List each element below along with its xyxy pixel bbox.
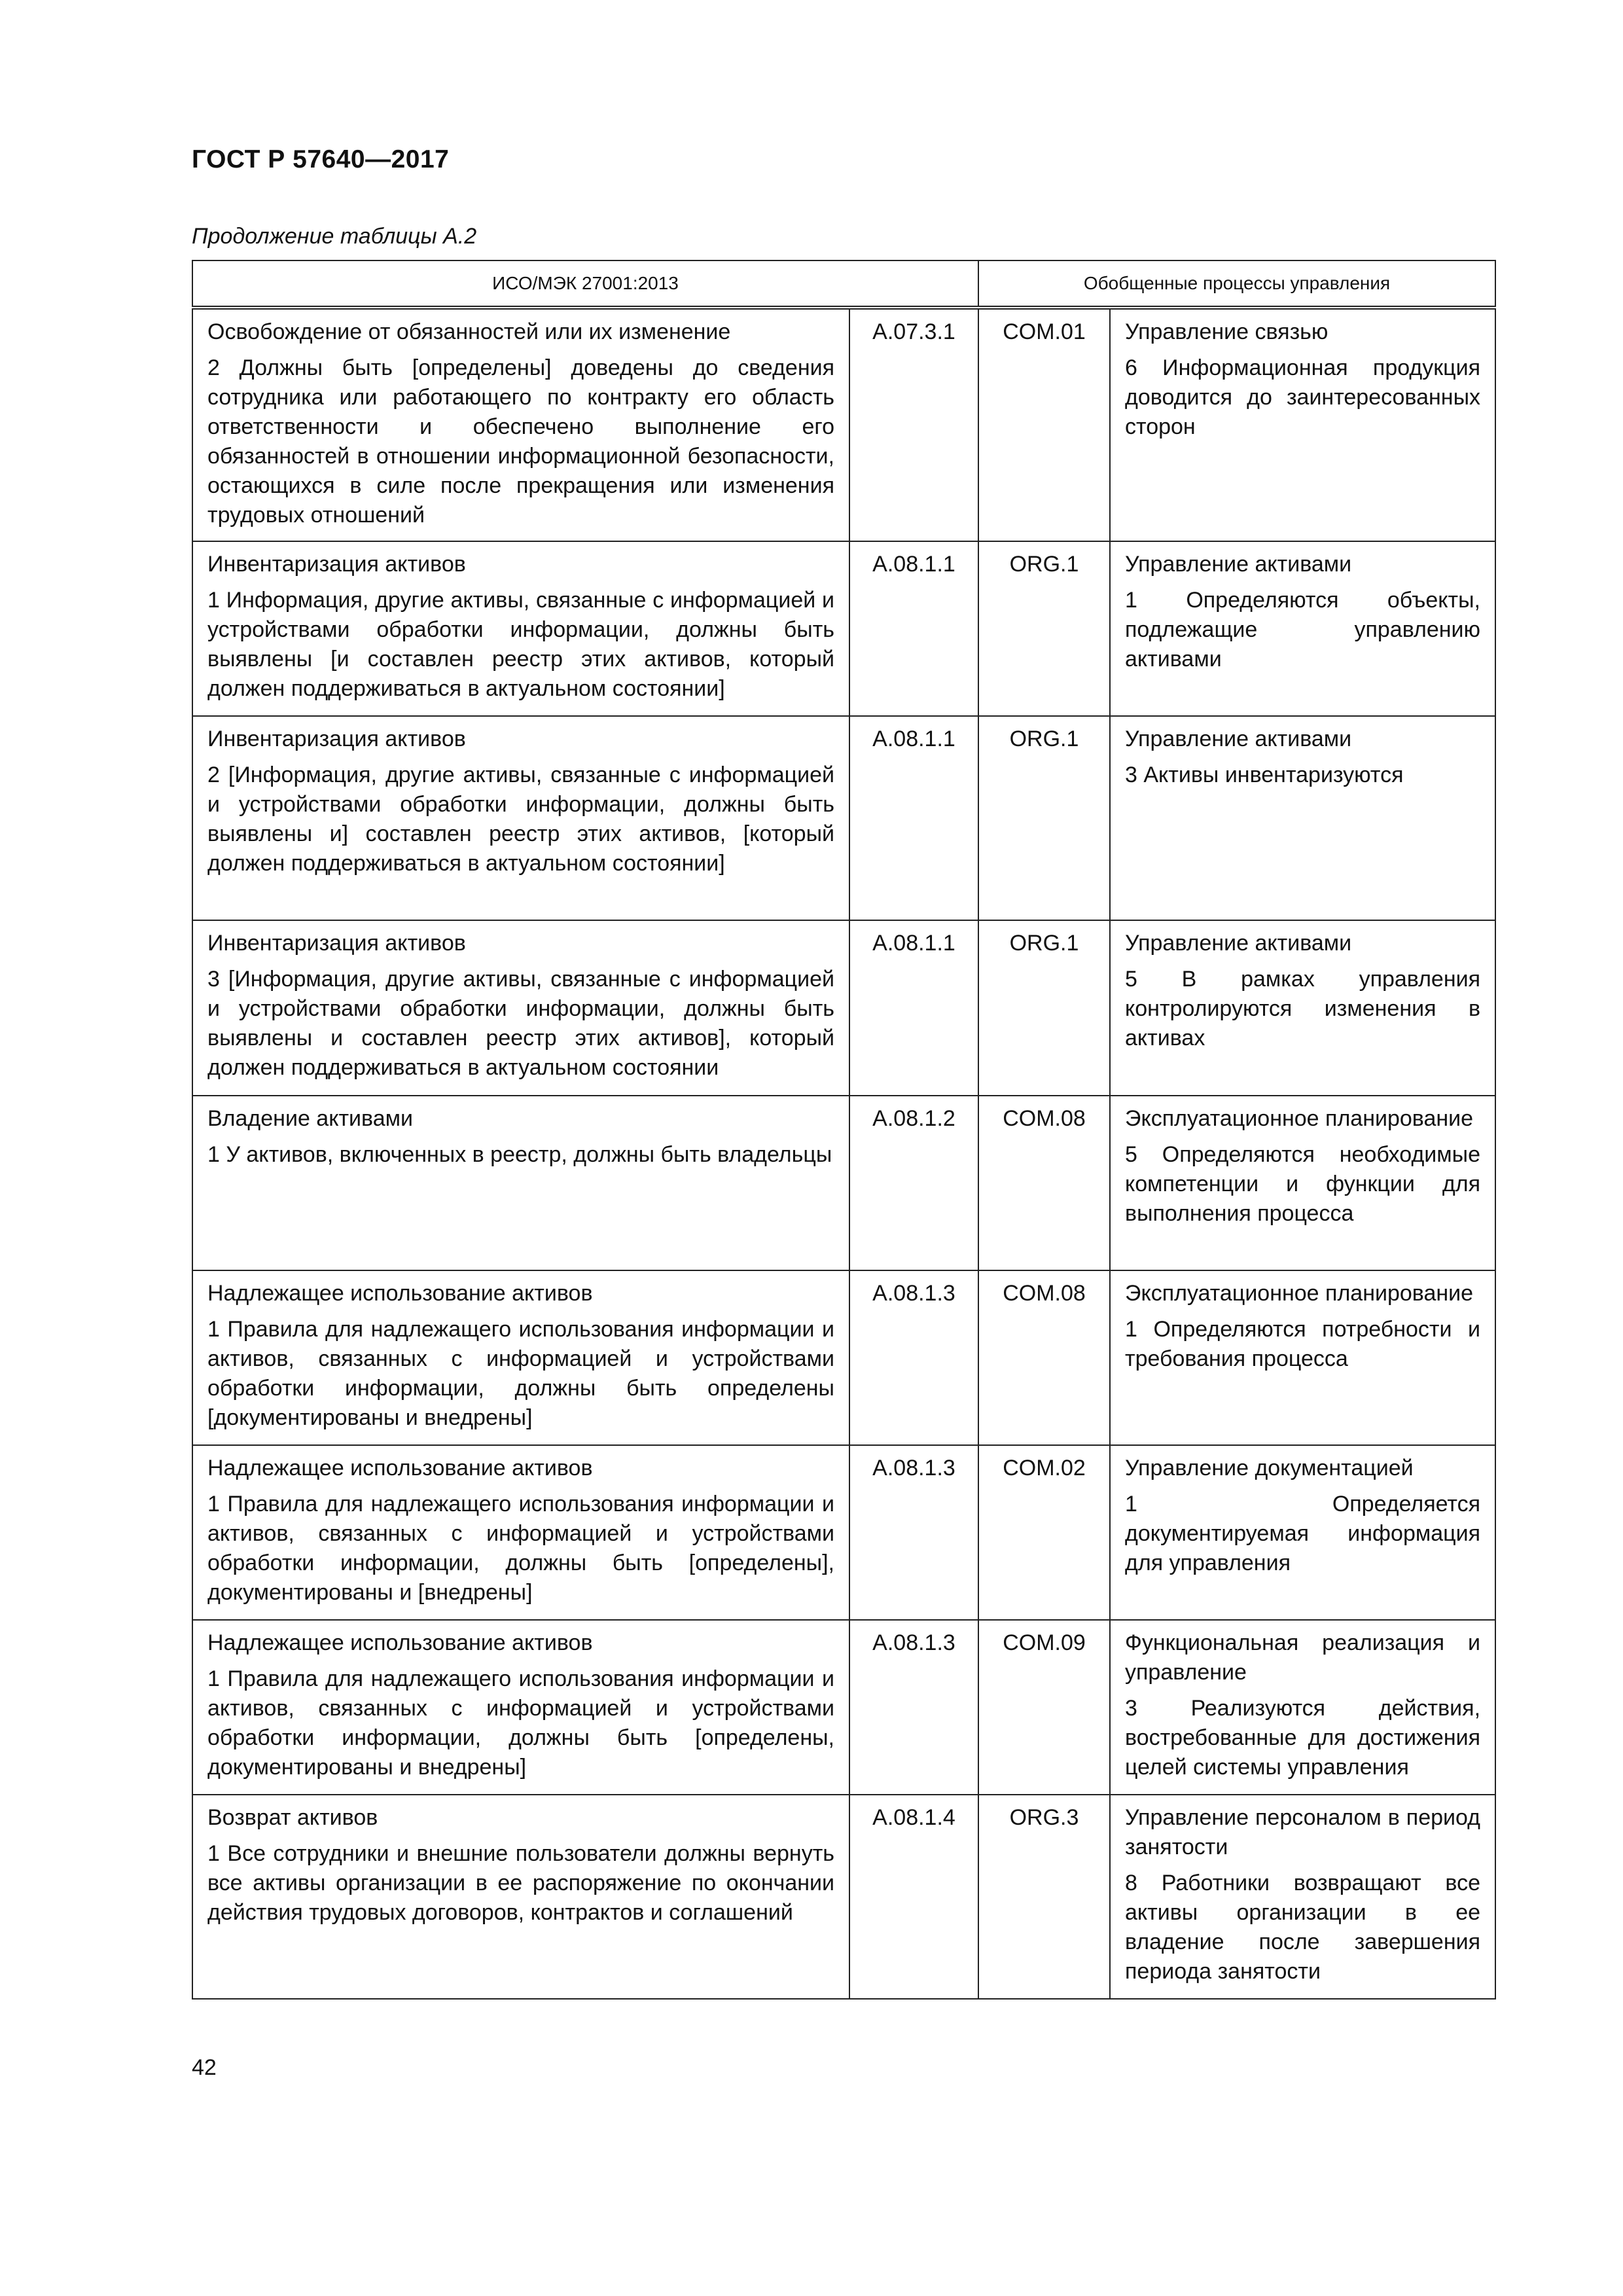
- control-name: Инвентаризация активов: [207, 552, 466, 577]
- control-name: Инвентаризация активов: [207, 931, 466, 956]
- control-cell: [192, 1620, 849, 1795]
- header-iso-standard: ИСО/МЭК 27001:2013: [192, 260, 978, 308]
- control-requirement: 2 [Информация, другие активы, связанные с информацией и устройствами обработки информации, должны быть выявлены и] составлен реестр этих активов, [который должен поддерживаться в актуальном состоянии]: [207, 762, 834, 876]
- process-name: Эксплуатационное планирование: [1125, 1106, 1474, 1131]
- iso-code: A.08.1.1: [849, 716, 978, 920]
- iso-code: A.07.3.1: [849, 308, 978, 541]
- control-cell: [192, 1795, 849, 1999]
- process-outcome: 5 Определяются необходимые компетенции и функции для выполнения процесса: [1125, 1142, 1481, 1226]
- process-cell: [1110, 1270, 1495, 1445]
- process-cell: [1110, 716, 1495, 920]
- control-name: Надлежащее использование активов: [207, 1456, 593, 1480]
- iso-code: A.08.1.3: [849, 1445, 978, 1620]
- process-name: Функциональная реализация и управление: [1125, 1630, 1481, 1685]
- table-row: [192, 920, 1495, 1096]
- header-generic-processes: Обобщенные процессы управления: [978, 260, 1495, 308]
- process-cell: [1110, 920, 1495, 1096]
- process-code: COM.08: [978, 1096, 1110, 1270]
- process-code: COM.08: [978, 1270, 1110, 1445]
- process-code: COM.09: [978, 1620, 1110, 1795]
- process-outcome: 3 Активы инвентаризуются: [1125, 762, 1404, 787]
- control-requirement: 1 Все сотрудники и внешние пользователи должны вернуть все активы организации в ее распоряжение по окончании действия трудовых договоров, контрактов и соглашений: [207, 1841, 834, 1925]
- process-outcome: 1 Определяется документируемая информация для управления: [1125, 1492, 1481, 1575]
- process-outcome: 6 Информационная продукция доводится до заинтересованных сторон: [1125, 355, 1481, 439]
- control-cell: [192, 716, 849, 920]
- process-cell: [1110, 1096, 1495, 1270]
- control-cell: [192, 308, 849, 541]
- process-outcome: 8 Работники возвращают все активы организации в ее владение после завершения периода занятости: [1125, 1871, 1481, 1984]
- control-name: Возврат активов: [207, 1805, 378, 1830]
- table-row: [192, 1445, 1495, 1620]
- process-name: Управление активами: [1125, 726, 1352, 751]
- process-name: Управление персоналом в период занятости: [1125, 1805, 1481, 1859]
- iso-code: A.08.1.1: [849, 920, 978, 1096]
- control-requirement: 2 Должны быть [определены] доведены до сведения сотрудника или работающего по контракту его область ответственности и обеспечено выполнение его обязанностей в отношении информационной безопасности, остающихся в силе после прекращения или изменения трудовых отношений: [207, 355, 834, 528]
- table-caption: Продолжение таблицы А.2: [192, 224, 477, 249]
- process-cell: [1110, 541, 1495, 716]
- process-code: COM.02: [978, 1445, 1110, 1620]
- control-name: Надлежащее использование активов: [207, 1630, 593, 1655]
- control-cell: [192, 920, 849, 1096]
- process-name: Эксплуатационное планирование: [1125, 1281, 1474, 1306]
- process-outcome: 5 В рамках управления контролируются изменения в активах: [1125, 967, 1481, 1050]
- control-cell: [192, 541, 849, 716]
- process-name: Управление связью: [1125, 319, 1329, 344]
- table-row: [192, 1620, 1495, 1795]
- process-cell: [1110, 1445, 1495, 1620]
- process-code: ORG.1: [978, 716, 1110, 920]
- iso-code: A.08.1.2: [849, 1096, 978, 1270]
- control-requirement: 1 Информация, другие активы, связанные с информацией и устройствами обработки информации, должны быть выявлены [и составлен реестр этих активов, который должен поддерживаться в актуальном состоянии]: [207, 588, 834, 701]
- iso-code: A.08.1.4: [849, 1795, 978, 1999]
- table-row: [192, 541, 1495, 716]
- mapping-table: [192, 260, 1496, 2000]
- table-row: [192, 308, 1495, 541]
- iso-code: A.08.1.3: [849, 1620, 978, 1795]
- process-name: Управление документацией: [1125, 1456, 1414, 1480]
- document-title: ГОСТ Р 57640—2017: [192, 145, 450, 173]
- table-row: [192, 1270, 1495, 1445]
- control-requirement: 3 [Информация, другие активы, связанные с информацией и устройствами обработки информации, должны быть выявлены и составлен реестр этих активов], который должен поддерживаться в актуальном состоянии: [207, 967, 834, 1080]
- control-cell: [192, 1270, 849, 1445]
- control-cell: [192, 1445, 849, 1620]
- page-number: 42: [192, 2055, 217, 2080]
- table-row: [192, 716, 1495, 920]
- control-requirement: 1 Правила для надлежащего использования информации и активов, связанных с информацией и устройствами обработки информации, должны быть [определены, документированы и внедрены]: [207, 1666, 834, 1780]
- process-outcome: 1 Определяются объекты, подлежащие управлению активами: [1125, 588, 1481, 672]
- control-name: Инвентаризация активов: [207, 726, 466, 751]
- process-name: Управление активами: [1125, 931, 1352, 956]
- control-requirement: 1 Правила для надлежащего использования информации и активов, связанных с информацией и устройствами обработки информации, должны быть [определены], документированы и [внедрены]: [207, 1492, 834, 1605]
- process-outcome: 3 Реализуются действия, востребованные для достижения целей системы управления: [1125, 1696, 1481, 1780]
- control-name: Освобождение от обязанностей или их изменение: [207, 319, 731, 344]
- process-cell: [1110, 308, 1495, 541]
- table-header-row: [192, 260, 1495, 308]
- process-code: COM.01: [978, 308, 1110, 541]
- control-name: Владение активами: [207, 1106, 413, 1131]
- process-cell: [1110, 1795, 1495, 1999]
- control-name: Надлежащее использование активов: [207, 1281, 593, 1306]
- table-row: [192, 1096, 1495, 1270]
- control-requirement: 1 У активов, включенных в реестр, должны быть владельцы: [207, 1142, 832, 1167]
- control-requirement: 1 Правила для надлежащего использования информации и активов, связанных с информацией и устройствами обработки информации, должны быть определены [документированы и внедрены]: [207, 1317, 834, 1430]
- process-name: Управление активами: [1125, 552, 1352, 577]
- process-code: ORG.1: [978, 541, 1110, 716]
- iso-code: A.08.1.3: [849, 1270, 978, 1445]
- control-cell: [192, 1096, 849, 1270]
- iso-code: A.08.1.1: [849, 541, 978, 716]
- process-outcome: 1 Определяются потребности и требования процесса: [1125, 1317, 1481, 1371]
- process-code: ORG.3: [978, 1795, 1110, 1999]
- process-cell: [1110, 1620, 1495, 1795]
- process-code: ORG.1: [978, 920, 1110, 1096]
- table-row: [192, 1795, 1495, 1999]
